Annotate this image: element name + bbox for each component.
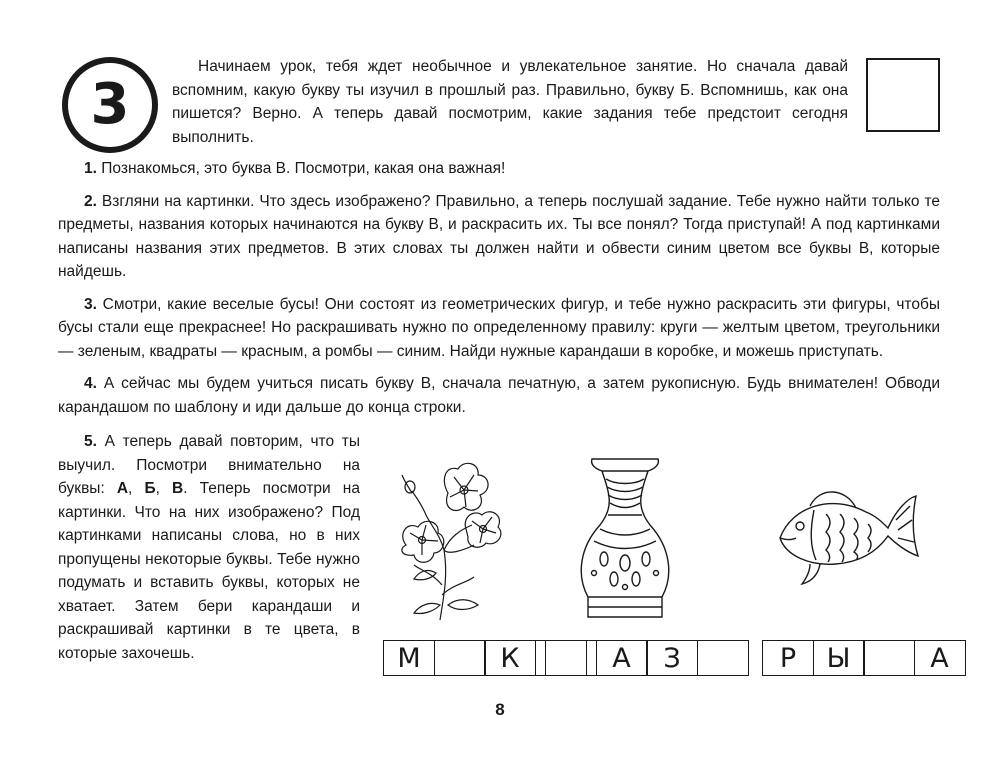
letter-cell[interactable]: Ы <box>813 640 865 676</box>
task-text-after: . Теперь посмотри на картинки. Что на них изображено? Под картинками написаны слова, но в них пропущены некоторые буквы. Тебе нужно подумать и вставить буквы, которых не хватает. Затем бери карандаши и раскрашивай картинки в те цвета, в которые захочешь. <box>58 480 360 662</box>
page-number: 8 <box>495 700 505 719</box>
letter-cell[interactable]: З <box>646 640 698 676</box>
lesson-number-badge <box>62 57 158 153</box>
letter-cell[interactable] <box>545 640 597 676</box>
word-row-fish <box>762 640 966 676</box>
lesson-number: 3 <box>90 72 130 137</box>
task-list <box>58 157 940 428</box>
task-text: Смотри, какие веселые бусы! Они состоят из геометрических фигур, и тебе нужно раскрасить эти фигуры, чтобы бусы стали еще прекраснее! Но раскрашивать нужно по определенному правилу: круги — желтым цветом, треугольники — зеленым, квадраты — красным, а ромбы — синим. Найди нужные карандаши в коробке, и можешь приступать. <box>58 295 940 360</box>
task-text-before: А теперь давай повторим, что ты выучил. Посмотри внимательно на буквы: <box>58 433 360 497</box>
letter-cell[interactable] <box>434 640 486 676</box>
task-number: 4. <box>84 375 97 392</box>
task-5-paragraph <box>58 430 360 665</box>
letter-cell[interactable]: К <box>484 640 536 676</box>
fish-icon <box>770 480 922 586</box>
grade-box <box>866 58 940 132</box>
separator: , <box>128 480 145 497</box>
task-3 <box>58 293 940 364</box>
task-text: Взгляни на картинки. Что здесь изображено? Правильно, а теперь послушай задание. Тебе нужно найти только те предметы, названия которых начинаются на букву В, и раскрасить их. Ты все понял? Тогда приступай! А под картинками написаны названия этих предметов. В этих словах ты должен найти и обвести синим цветом все буквы В, которые найдешь. <box>58 192 941 280</box>
letter-b: Б <box>144 480 156 497</box>
letter-cell[interactable]: А <box>914 640 966 676</box>
letter-v: В <box>172 480 184 497</box>
flower-icon <box>392 455 510 625</box>
task-5 <box>58 430 360 665</box>
task-number: 3. <box>84 295 97 313</box>
task-text: А сейчас мы будем учиться писать букву В, сначала печатную, а затем рукописную. Будь внимателен! Обводи карандашом по шаблону и иди дальше до конца строки. <box>58 375 940 416</box>
letter-a: А <box>116 480 129 497</box>
letter-cell[interactable] <box>697 640 749 676</box>
vase-icon <box>570 455 680 627</box>
task-number: 2. <box>84 192 97 210</box>
task-1 <box>58 157 940 181</box>
intro-text: Начинаем урок, тебя ждет необычное и увлекательное занятие. Но сначала давай вспомним, какую букву ты изучил в прошлый раз. Правильно, букву Б. Вспомнишь, как она пишется? Верно. А теперь давай посмотрим, какие задания тебе предстоит сегодня выполнить. <box>172 58 848 146</box>
letter-cell[interactable] <box>863 640 915 676</box>
separator: , <box>155 480 172 497</box>
letter-cell[interactable]: Р <box>762 640 814 676</box>
letter-cell[interactable]: А <box>596 640 648 676</box>
word-row-vase <box>545 640 749 676</box>
intro-paragraph <box>172 55 848 149</box>
letter-cell[interactable]: М <box>383 640 435 676</box>
task-text: Познакомься, это буква В. Посмотри, какая она важная! <box>101 160 506 177</box>
task-number: 5. <box>84 433 97 450</box>
task-number: 1. <box>84 160 97 177</box>
task-2 <box>58 190 940 284</box>
task-4 <box>58 372 940 419</box>
